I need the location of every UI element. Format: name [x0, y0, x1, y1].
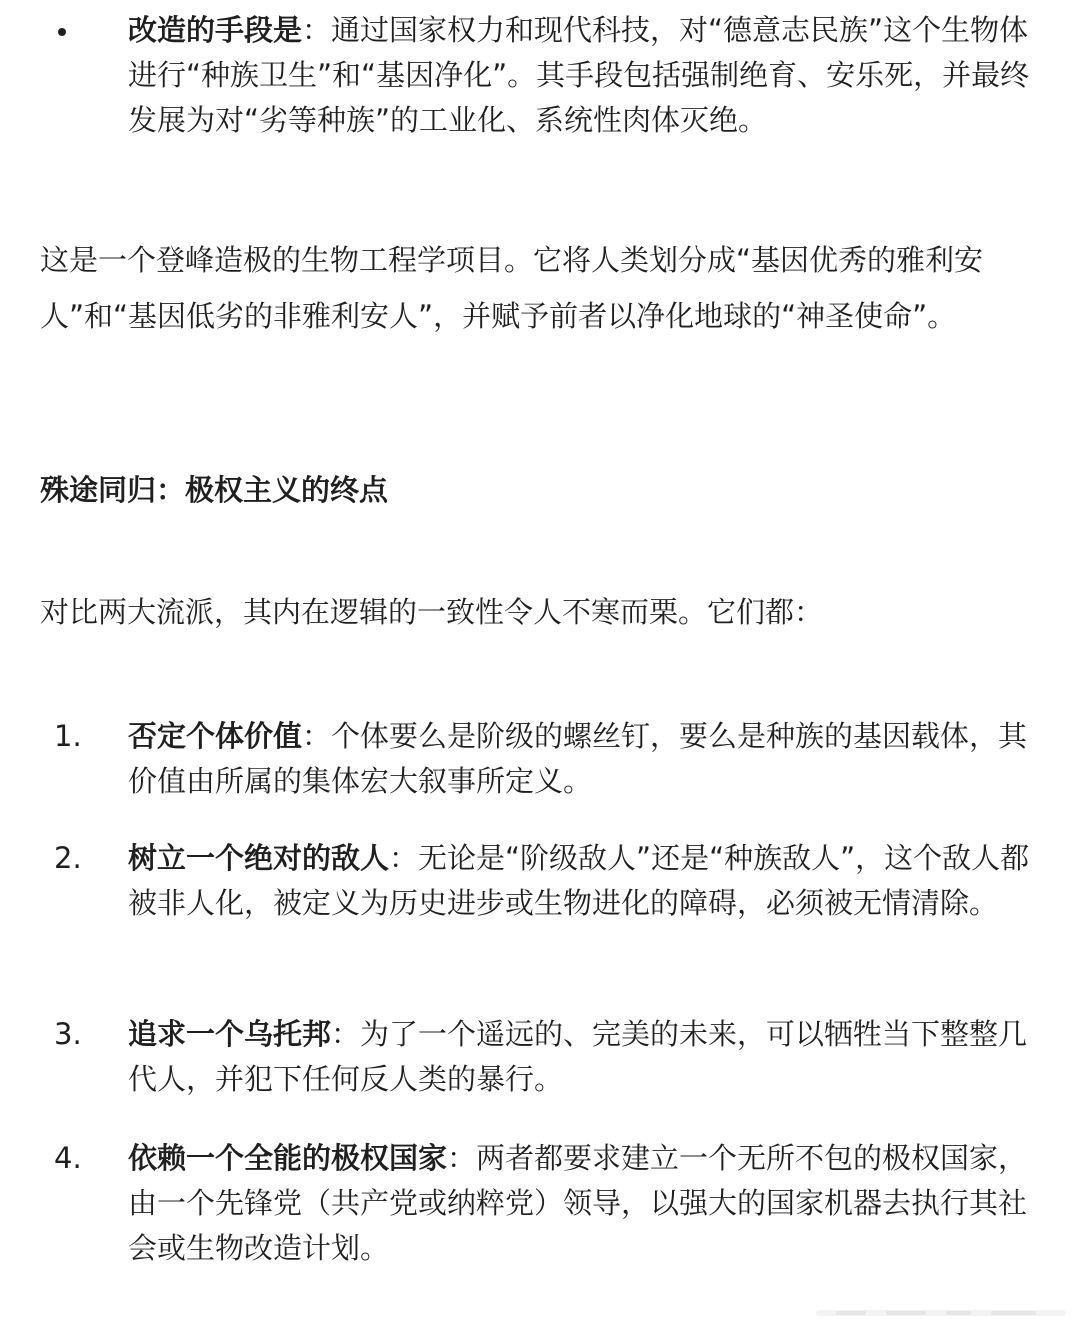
bullet-item-text: ：通过国家权力和现代科技，对“德意志民族”这个生物体进行“种族卫生”和“基因净化”。其手段包括强制绝育、安乐死，并最终发展为对“劣等种族”的工业化、系统性肉体灭绝。: [128, 13, 1030, 137]
bullet-icon: [58, 28, 66, 36]
list-item-term: 否定个体价值: [128, 719, 303, 753]
list-item-body: [128, 714, 1033, 804]
list-item-number: 2.: [54, 841, 82, 875]
list-item-text: ：为了一个遥远的、完美的未来，可以牺牲当下整整几代人，并犯下任何反人类的暴行。: [128, 1017, 1028, 1096]
list-item-term: 树立一个绝对的敌人: [128, 841, 390, 875]
paragraph-2: 对比两大流派，其内在逻辑的一致性令人不寒而栗。它们都：: [40, 595, 824, 629]
bullet-item-term: 改造的手段是: [128, 13, 303, 47]
list-item-term: 追求一个乌托邦: [128, 1017, 332, 1051]
bullet-item: [128, 8, 1033, 143]
list-item-body: [128, 836, 1033, 926]
section-heading: 殊途同归：极权主义的终点: [40, 473, 389, 507]
list-item-number: 4.: [54, 1141, 82, 1175]
watermark-icon: [816, 1306, 1066, 1320]
list-item-number: 3.: [54, 1017, 82, 1051]
list-item-text: ：无论是“阶级敌人”还是“种族敌人”，这个敌人都被非人化，被定义为历史进步或生物进化的障碍，必须被无情清除。: [128, 841, 1030, 920]
list-item-number: 1.: [54, 719, 82, 753]
list-item-text: ：两者都要求建立一个无所不包的极权国家，由一个先锋党（共产党或纳粹党）领导，以强大的国家机器去执行其社会或生物改造计划。: [128, 1141, 1028, 1265]
paragraph-1: 这是一个登峰造极的生物工程学项目。它将人类划分成“基因优秀的雅利安人”和“基因低劣的非雅利安人”，并赋予前者以净化地球的“神圣使命”。: [40, 243, 984, 333]
list-item-body: [128, 1136, 1033, 1271]
list-item-term: 依赖一个全能的极权国家: [128, 1141, 448, 1175]
list-item-text: ：个体要么是阶级的螺丝钉，要么是种族的基因载体，其价值由所属的集体宏大叙事所定义。: [128, 719, 1028, 798]
list-item-body: [128, 1012, 1033, 1102]
